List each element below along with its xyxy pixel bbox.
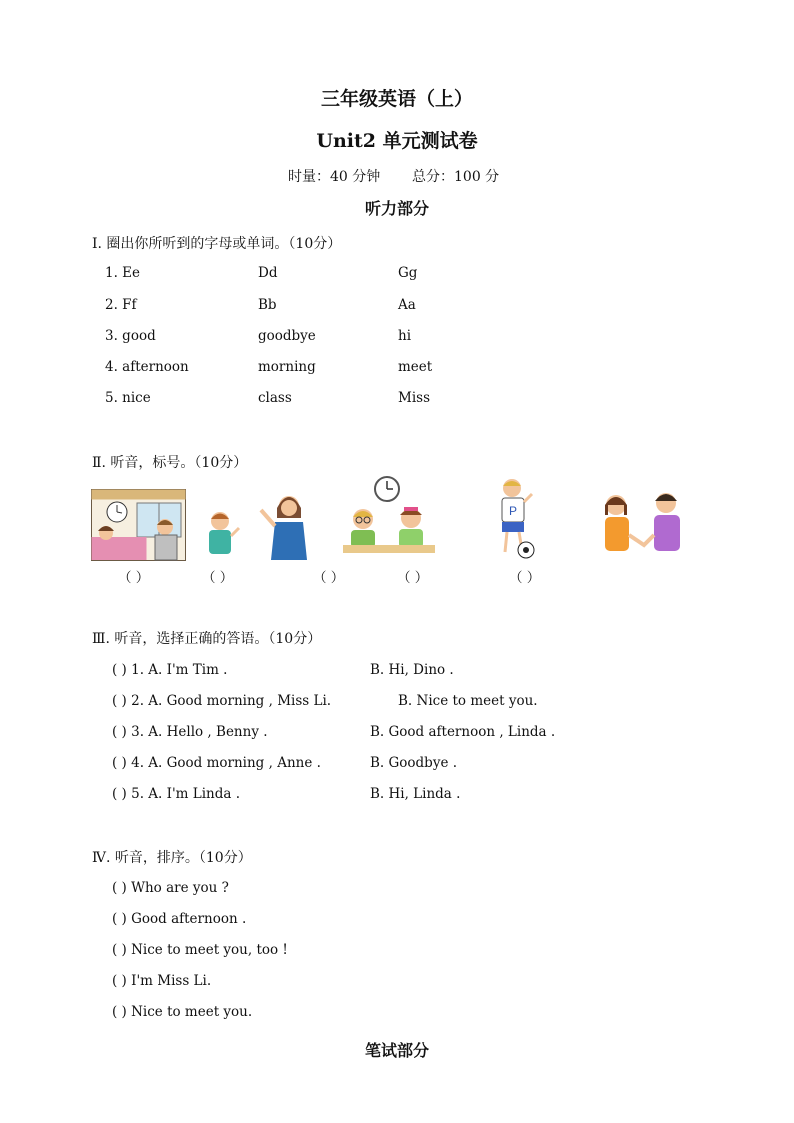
section-4-title: Ⅳ. 听音，排序。（10分） bbox=[92, 850, 252, 866]
s1-row2-col3: Aa bbox=[398, 297, 416, 313]
s4-item-5: ( ) Nice to meet you. bbox=[112, 1004, 253, 1020]
s1-row1-col3: Gg bbox=[398, 265, 418, 281]
s3-item-4-a: ( ) 4. A. Good morning , Anne . bbox=[112, 755, 321, 771]
s2-blank-3[interactable]: （ ） bbox=[313, 570, 345, 586]
s3-item-3-b: B. Good afternoon , Linda . bbox=[370, 724, 556, 740]
kids-shaking-hands-icon bbox=[596, 487, 690, 562]
s1-row4-col1: 4. afternoon bbox=[105, 359, 189, 375]
section-2-title: Ⅱ. 听音，标号。（10分） bbox=[92, 455, 248, 471]
s2-blank-1[interactable]: （ ） bbox=[118, 570, 150, 586]
s3-item-2-a: ( ) 2. A. Good morning , Miss Li. bbox=[112, 693, 332, 709]
s1-row3-col3: hi bbox=[398, 328, 412, 344]
s1-row5-col3: Miss bbox=[398, 390, 430, 406]
s1-row2-col2: Bb bbox=[258, 297, 277, 313]
s2-blank-2[interactable]: （ ） bbox=[202, 570, 234, 586]
s3-item-1-a: ( ) 1. A. I'm Tim . bbox=[112, 662, 228, 678]
s3-item-3-a: ( ) 3. A. Hello , Benny . bbox=[112, 724, 268, 740]
s1-row2-col1: 2. Ff bbox=[105, 297, 137, 313]
score-info: 总分：100 分 bbox=[412, 169, 500, 185]
s1-row3-col2: goodbye bbox=[258, 328, 316, 344]
s3-item-1-b: B. Hi, Dino . bbox=[370, 662, 454, 678]
s3-item-4-b: B. Goodbye . bbox=[370, 755, 458, 771]
s4-item-2: ( ) Good afternoon . bbox=[112, 911, 247, 927]
s1-row4-col3: meet bbox=[398, 359, 433, 375]
s1-row5-col1: 5. nice bbox=[105, 390, 151, 406]
s3-item-2-b: B. Nice to meet you. bbox=[398, 693, 538, 709]
s4-item-3: ( ) Nice to meet you, too ! bbox=[112, 942, 288, 958]
s1-row5-col2: class bbox=[258, 390, 292, 406]
writing-heading: 笔试部分 bbox=[364, 1041, 429, 1060]
s4-item-4: ( ) I'm Miss Li. bbox=[112, 973, 212, 989]
s1-row3-col1: 3. good bbox=[105, 328, 156, 344]
svg-text:P: P bbox=[509, 504, 518, 518]
listening-heading: 听力部分 bbox=[364, 199, 429, 218]
boy-with-soccer-ball-icon bbox=[492, 476, 538, 560]
s1-row1-col2: Dd bbox=[258, 265, 278, 281]
two-kids-under-clock-icon bbox=[343, 475, 435, 553]
boy-greets-teacher-icon bbox=[203, 488, 313, 562]
s4-item-1: ( ) Who are you ? bbox=[112, 880, 229, 896]
time-info: 时量：40 分钟 bbox=[288, 169, 381, 185]
s3-item-5-a: ( ) 5. A. I'm Linda . bbox=[112, 786, 241, 802]
section-3-title: Ⅲ. 听音，选择正确的答语。（10分） bbox=[92, 631, 322, 647]
page-subtitle: Unit2 单元测试卷 bbox=[316, 130, 478, 152]
s1-row4-col2: morning bbox=[258, 359, 316, 375]
s3-item-5-b: B. Hi, Linda . bbox=[370, 786, 461, 802]
s2-blank-5[interactable]: （ ） bbox=[509, 570, 541, 586]
page-title: 三年级英语（上） bbox=[320, 88, 473, 110]
section-1-title: Ⅰ. 圈出你所听到的字母或单词。（10分） bbox=[92, 236, 342, 252]
bedroom-morning-scene-icon bbox=[91, 489, 186, 561]
s2-blank-4[interactable]: （ ） bbox=[397, 570, 429, 586]
s1-row1-col1: 1. Ee bbox=[105, 265, 141, 281]
